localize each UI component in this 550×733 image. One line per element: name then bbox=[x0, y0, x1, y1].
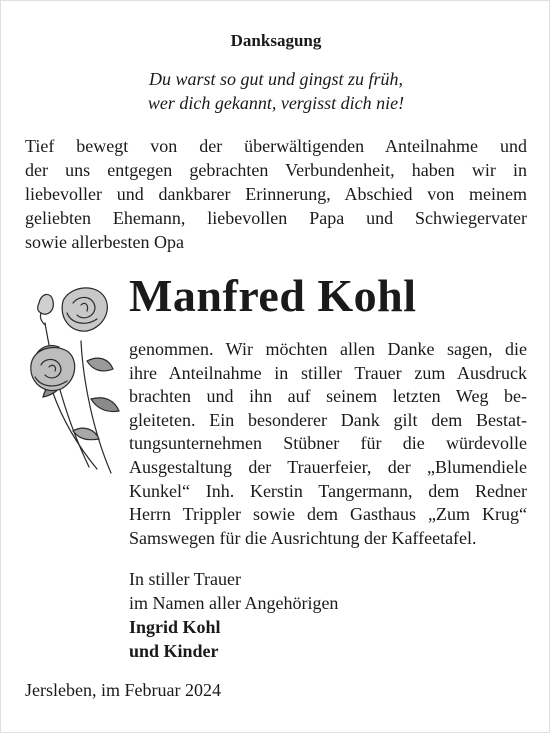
signer-family: und Kinder bbox=[129, 641, 219, 661]
thanks-line: Kunkel“ Inh. Kerstin Tangermann, dem Redner bbox=[129, 480, 527, 501]
intro-line: der uns entgegen gebrachten Verbundenheit, haben wir in bbox=[25, 160, 527, 180]
thanks-line: genommen. Wir möchten allen Danke sagen, die bbox=[129, 339, 527, 359]
thanks-line: gleiteten. Ein besonderer Dank gilt dem Bestat- bbox=[129, 409, 527, 430]
thanks-line: Ausgestaltung der Trauerfeier, der „Blumendiele bbox=[129, 456, 527, 477]
thanks-line: tungsunternehmen Stübner für die würdevolle bbox=[129, 433, 527, 454]
roses-illustration bbox=[23, 281, 123, 481]
intro-line: geliebten Ehemann, liebevollen Papa und Schwiegervater bbox=[25, 208, 527, 228]
closing-line: im Namen aller Angehörigen bbox=[129, 593, 339, 613]
thanks-paragraph bbox=[129, 338, 527, 550]
notice-heading: Danksagung bbox=[230, 31, 322, 50]
deceased-name: Manfred Kohl bbox=[129, 270, 417, 321]
intro-paragraph bbox=[25, 134, 527, 254]
closing-line: In stiller Trauer bbox=[129, 569, 241, 589]
closing-block bbox=[129, 567, 338, 663]
intro-line: liebevoller und dankbarer Erinnerung, Abschied von meinem bbox=[25, 184, 527, 204]
thanks-line: ihre Anteilnahme in stiller Trauer zum Ausdruck bbox=[129, 362, 527, 383]
intro-line: Tief bewegt von der überwältigenden Anteilnahme und bbox=[25, 136, 527, 156]
memorial-verse bbox=[1, 67, 550, 115]
thanks-line: Herrn Trippler sowie dem Gasthaus „Zum Krug“ bbox=[129, 504, 527, 525]
verse-line: wer dich gekannt, vergisst dich nie! bbox=[147, 93, 405, 113]
place-date: Jersleben, im Februar 2024 bbox=[25, 680, 221, 700]
thanks-line: Samswegen für die Ausrichtung der Kaffeetafel. bbox=[129, 527, 477, 548]
thanks-line: brachten und ihn auf seinem letzten Weg be- bbox=[129, 386, 527, 407]
intro-line: sowie allerbesten Opa bbox=[25, 232, 184, 252]
verse-line: Du warst so gut und gingst zu früh, bbox=[148, 69, 404, 89]
signer-name: Ingrid Kohl bbox=[129, 617, 221, 637]
